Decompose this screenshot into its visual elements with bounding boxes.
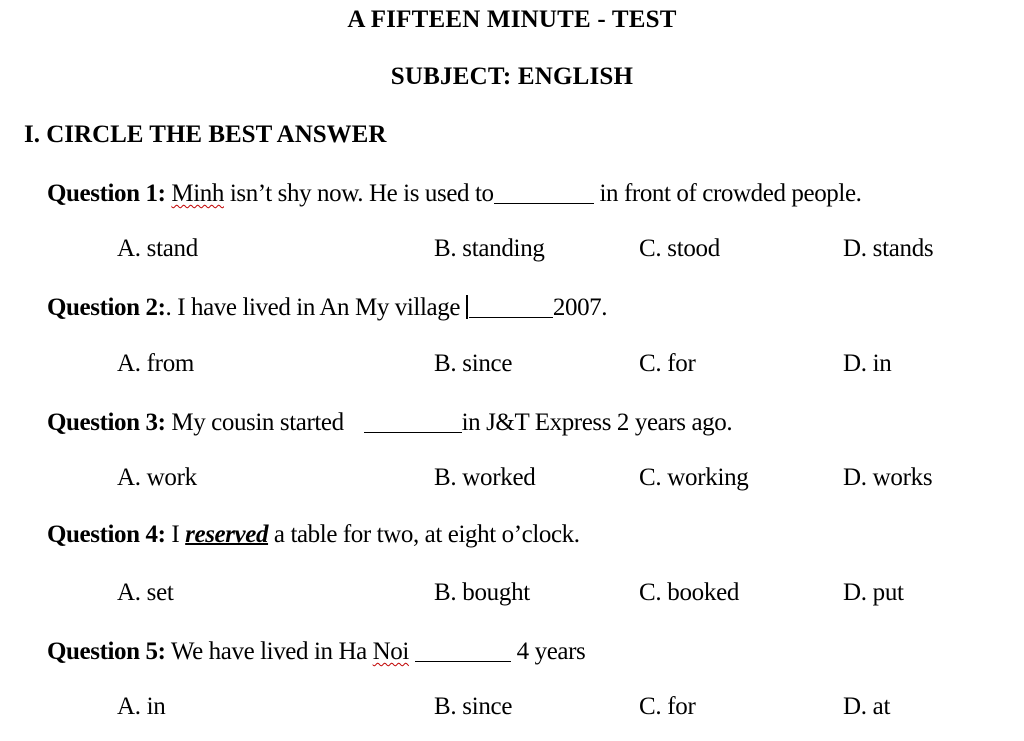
question-3-option-d[interactable]: D. works — [843, 464, 933, 491]
question-4 — [47, 521, 580, 549]
question-5-option-d[interactable]: D. at — [843, 693, 891, 720]
question-1-text-end: in front of crowded people. — [593, 180, 862, 207]
question-2-label: Question 2: — [47, 294, 166, 321]
question-1-label: Question 1: — [47, 180, 166, 207]
text-cursor — [466, 295, 468, 319]
question-5-option-a[interactable]: A. in — [117, 693, 166, 720]
question-3 — [47, 407, 732, 437]
question-5 — [47, 636, 585, 666]
question-4-text-end: a table for two, at eight o’clock. — [268, 521, 580, 548]
question-2-option-b[interactable]: B. since — [434, 350, 513, 377]
question-3-text: My cousin started — [165, 409, 350, 436]
question-1-option-b[interactable]: B. standing — [434, 235, 545, 262]
question-2-option-a[interactable]: A. from — [117, 350, 195, 377]
question-2-blank — [469, 292, 553, 318]
question-3-option-a[interactable]: A. work — [117, 464, 197, 491]
question-3-blank — [364, 407, 462, 433]
question-2-text-end: 2007. — [552, 294, 608, 321]
question-2-text: . I have lived in An My village — [165, 294, 466, 321]
question-3-option-c[interactable]: C. working — [639, 464, 749, 491]
question-3-text-end: in J&T Express 2 years ago. — [461, 409, 733, 436]
question-2 — [47, 292, 607, 322]
question-4-label: Question 4: — [47, 521, 166, 548]
question-4-text: I — [165, 521, 186, 548]
question-5-option-c[interactable]: C. for — [639, 693, 696, 720]
question-1-option-a[interactable]: A. stand — [117, 235, 198, 262]
question-1 — [47, 178, 862, 208]
question-1-name: Minh — [171, 180, 224, 207]
question-5-blank — [415, 636, 511, 662]
question-5-text: We have lived in Ha — [165, 638, 373, 665]
question-4-option-d[interactable]: D. put — [843, 579, 904, 606]
question-2-option-d[interactable]: D. in — [843, 350, 892, 377]
section-heading: I. CIRCLE THE BEST ANSWER — [24, 121, 387, 148]
test-title: A FIFTEEN MINUTE - TEST — [347, 6, 677, 33]
question-5-word: Noi — [372, 638, 409, 665]
question-1-blank — [494, 178, 594, 204]
question-4-emphasis: reserved — [185, 521, 269, 548]
question-1-text: isn’t shy now. He is used to — [223, 180, 494, 207]
question-3-label: Question 3: — [47, 409, 166, 436]
question-1-option-c[interactable]: C. stood — [639, 235, 720, 262]
question-5-text-end: 4 years — [510, 638, 586, 665]
question-4-option-b[interactable]: B. bought — [434, 579, 530, 606]
question-2-option-c[interactable]: C. for — [639, 350, 696, 377]
question-3-option-b[interactable]: B. worked — [434, 464, 536, 491]
question-4-option-a[interactable]: A. set — [117, 579, 174, 606]
question-4-option-c[interactable]: C. booked — [639, 579, 740, 606]
subject-heading: SUBJECT: ENGLISH — [390, 63, 634, 90]
question-5-label: Question 5: — [47, 638, 166, 665]
question-1-option-d[interactable]: D. stands — [843, 235, 934, 262]
question-5-option-b[interactable]: B. since — [434, 693, 513, 720]
